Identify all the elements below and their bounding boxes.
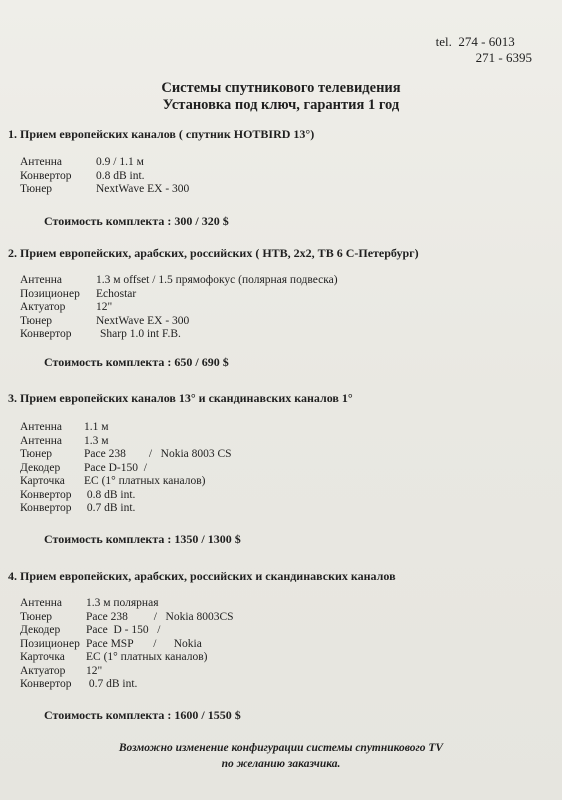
spec-row [20, 315, 548, 329]
section-title: 4. Прием европейских, арабских, российских и скандинавских каналов [8, 569, 396, 583]
spec-value: 12" [96, 301, 113, 313]
spec-list [20, 421, 548, 516]
spec-value: Pace MSP / Nokia [86, 637, 202, 650]
spec-row [20, 489, 548, 503]
spec-label: Позиционер [20, 287, 80, 300]
section-4 [8, 569, 548, 723]
spec-value: Sharp 1.0 int F.B. [100, 328, 181, 340]
spec-label: Конвертор [20, 328, 72, 340]
spec-value: Echostar [96, 287, 137, 300]
spec-row [20, 611, 548, 625]
document-title [0, 80, 562, 114]
spec-row [20, 448, 548, 462]
price-line: Стоимость комплекта : 1350 / 1300 $ [44, 531, 241, 546]
phone-line-1: tel. 274 - 6013 [435, 34, 515, 49]
spec-row [20, 421, 548, 435]
spec-row [20, 288, 548, 302]
spec-value: EC (1° платных каналов) [84, 475, 206, 487]
spec-label: Декодер [20, 461, 61, 474]
spec-value: 1.3 м offset / 1.5 прямофокус (полярная подвеска) [96, 274, 338, 286]
spec-label: Актуатор [20, 664, 66, 677]
spec-label: Карточка [20, 651, 65, 663]
spec-label: Тюнер [20, 314, 53, 327]
spec-row [20, 638, 548, 652]
footer-line-1: Возможно изменение конфигурации системы спутникового TV [118, 742, 444, 754]
spec-value: 0.8 dB int. [96, 169, 145, 182]
phone-line-2: 271 - 6395 [475, 50, 532, 65]
spec-row [20, 156, 548, 170]
spec-label: Конвертор [20, 488, 72, 501]
spec-row [20, 274, 548, 288]
price-line: Стоимость комплекта : 1600 / 1550 $ [44, 707, 241, 722]
spec-label: Конвертор [20, 502, 72, 514]
section-title: 3. Прием европейских каналов 13° и скандинавских каналов 1° [8, 391, 353, 405]
section-2 [8, 246, 548, 370]
spec-value: Pace 238 / Nokia 8003 CS [84, 448, 232, 460]
spec-row [20, 651, 548, 665]
spec-row [20, 624, 548, 638]
spec-value: 1.1 м [84, 421, 109, 433]
spec-label: Антенна [20, 434, 63, 447]
spec-value: Pace D - 150 / [86, 624, 161, 636]
spec-list [20, 274, 548, 342]
section-3 [8, 391, 548, 547]
spec-value: NextWave EX - 300 [96, 183, 190, 195]
spec-row [20, 183, 548, 197]
spec-label: Антенна [20, 421, 63, 433]
section-1 [8, 127, 548, 229]
spec-label: Конвертор [20, 169, 72, 182]
phone-numbers [436, 34, 532, 66]
spec-value: 1.3 м полярная [86, 597, 159, 609]
spec-label: Декодер [20, 624, 61, 636]
spec-label: Тюнер [20, 610, 53, 623]
spec-row [20, 328, 548, 342]
spec-row [20, 435, 548, 449]
spec-value: 1.3 м [84, 434, 109, 447]
spec-label: Антенна [20, 597, 63, 609]
spec-value: Pace D-150 / [84, 461, 147, 474]
spec-label: Карточка [20, 475, 65, 487]
spec-value: 12" [86, 664, 103, 677]
spec-row [20, 301, 548, 315]
spec-label: Антенна [20, 274, 63, 286]
spec-row [20, 597, 548, 611]
spec-row [20, 678, 548, 692]
footer-note [0, 740, 562, 772]
spec-label: Актуатор [20, 301, 66, 313]
footer-line-2: по желанию заказчика. [221, 758, 341, 770]
spec-label: Конвертор [20, 678, 72, 690]
spec-label: Позиционер [20, 637, 80, 650]
spec-label: Тюнер [20, 183, 53, 195]
spec-value: 0.8 dB int. [84, 488, 136, 501]
spec-row [20, 475, 548, 489]
spec-value: 0.7 dB int. [86, 678, 138, 690]
spec-value: Pace 238 / Nokia 8003CS [86, 610, 234, 623]
section-title: 2. Прием европейских, арабских, российских ( НТВ, 2х2, ТВ 6 С-Петербург) [8, 246, 419, 260]
price-line: Стоимость комплекта : 300 / 320 $ [44, 213, 229, 228]
spec-label: Антенна [20, 156, 63, 168]
spec-list [20, 597, 548, 692]
spec-value: 0.7 dB int. [84, 502, 136, 514]
title-line-2: Установка под ключ, гарантия 1 год [162, 97, 400, 113]
spec-label: Тюнер [20, 448, 53, 460]
section-title: 1. Прием европейских каналов ( спутник HOTBIRD 13°) [8, 127, 315, 141]
spec-row [20, 170, 548, 184]
spec-row [20, 502, 548, 516]
spec-value: 0.9 / 1.1 м [96, 156, 144, 168]
spec-value: NextWave EX - 300 [96, 314, 190, 327]
spec-list [20, 156, 548, 197]
price-line: Стоимость комплекта : 650 / 690 $ [44, 354, 229, 369]
spec-value: EC (1° платных каналов) [86, 651, 208, 663]
spec-row [20, 665, 548, 679]
title-line-1: Системы спутникового телевидения [161, 80, 401, 96]
spec-row [20, 462, 548, 476]
